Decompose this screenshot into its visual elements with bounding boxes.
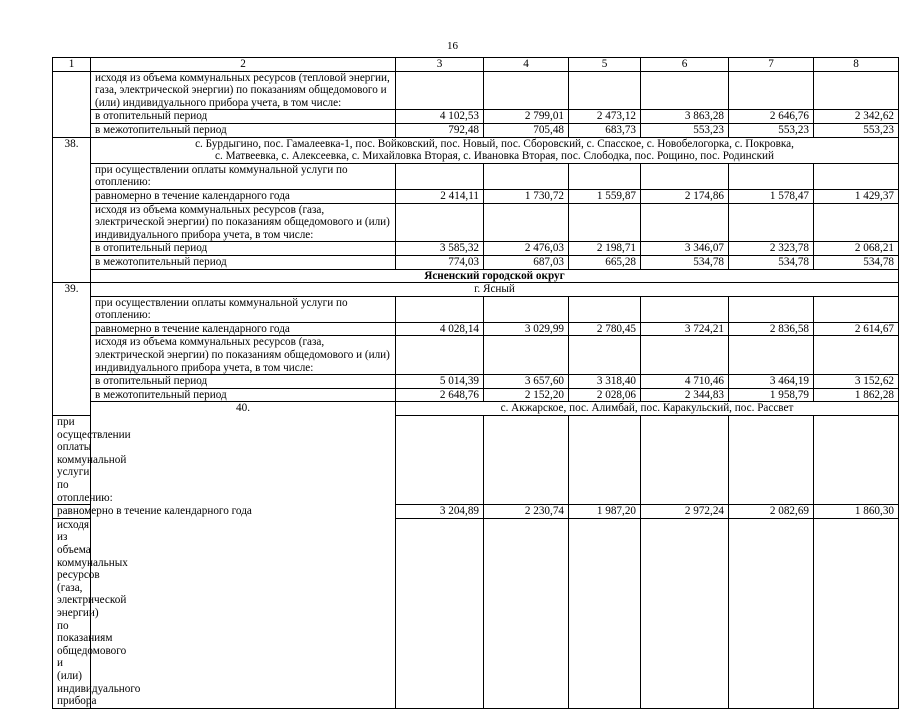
header-cell: 2 <box>91 58 396 72</box>
meter-desc: исходя из объема коммунальных ресурсов (тепловой энергии, газа, электрической энергии) по показаниям общедомового и (или) индивидуального прибора учета, в том числе: <box>91 71 396 110</box>
value-cell: 534,78 <box>729 255 814 269</box>
value-cell: 3 863,28 <box>641 110 729 124</box>
place-names: г. Ясный <box>91 283 899 297</box>
value-cell: 2 082,69 <box>729 505 814 519</box>
value-cell: 1 578,47 <box>729 189 814 203</box>
value-cell: 2 799,01 <box>484 110 569 124</box>
value-cell: 3 029,99 <box>484 322 569 336</box>
section-row <box>53 269 899 283</box>
row-label: равномерно в течение календарного года <box>53 505 91 519</box>
page-number: 16 <box>447 40 458 52</box>
value-cell: 2 028,06 <box>569 388 641 402</box>
value-cell: 2 414,11 <box>396 189 484 203</box>
heating-desc: при осуществлении оплаты коммунальной услуги по отоплению: <box>91 163 396 189</box>
place-row <box>53 283 899 297</box>
row-label: в межотопительный период <box>91 388 396 402</box>
value-cell: 1 958,79 <box>729 388 814 402</box>
entry-number: 40. <box>91 402 396 708</box>
table-row <box>53 242 899 256</box>
table-row <box>53 296 899 322</box>
place-row <box>53 402 899 416</box>
value-cell: 2 780,45 <box>569 322 641 336</box>
header-cell: 1 <box>53 58 91 72</box>
table-row <box>53 505 899 519</box>
value-cell: 1 429,37 <box>814 189 899 203</box>
value-cell: 3 346,07 <box>641 242 729 256</box>
value-cell: 2 230,74 <box>484 505 569 519</box>
value-cell: 2 473,12 <box>569 110 641 124</box>
entry-number: 38. <box>53 137 91 283</box>
value-cell: 687,03 <box>484 255 569 269</box>
meter-desc: исходя из объема коммунальных ресурсов (газа, электрической энергии) по показаниям общедомового и (или) индивидуального прибора учета, в том числе: <box>91 336 396 375</box>
table-row <box>53 388 899 402</box>
value-cell: 5 014,39 <box>396 375 484 389</box>
value-cell: 665,28 <box>569 255 641 269</box>
row-label: в отопительный период <box>91 110 396 124</box>
meter-desc: исходя из объема коммунальных ресурсов (газа, электрической энергии) по показаниям общедомового и (или) индивидуального прибора <box>53 518 91 708</box>
value-cell: 683,73 <box>569 123 641 137</box>
value-cell: 4 710,46 <box>641 375 729 389</box>
table-row <box>53 255 899 269</box>
value-cell: 4 028,14 <box>396 322 484 336</box>
section-title: Ясненский городской округ <box>91 269 899 283</box>
value-cell: 553,23 <box>814 123 899 137</box>
place-line: с. Матвеевка, с. Алексеевка, с. Михайловка Вторая, с. Ивановка Вторая, пос. Слободка, пос. Рощино, пос. Родинский <box>215 150 774 163</box>
row-label: в межотопительный период <box>91 255 396 269</box>
value-cell: 2 068,21 <box>814 242 899 256</box>
table-row <box>53 203 899 242</box>
header-cell: 4 <box>484 58 569 72</box>
value-cell: 792,48 <box>396 123 484 137</box>
value-cell: 2 174,86 <box>641 189 729 203</box>
value-cell: 1 559,87 <box>569 189 641 203</box>
value-cell: 1 730,72 <box>484 189 569 203</box>
value-cell: 2 344,83 <box>641 388 729 402</box>
table-row <box>53 322 899 336</box>
value-cell: 1 862,28 <box>814 388 899 402</box>
value-cell: 1 860,30 <box>814 505 899 519</box>
value-cell: 2 342,62 <box>814 110 899 124</box>
header-cell: 8 <box>814 58 899 72</box>
value-cell: 2 646,76 <box>729 110 814 124</box>
meter-desc: исходя из объема коммунальных ресурсов (газа, электрической энергии) по показаниям общедомового и (или) индивидуального прибора учета, в том числе: <box>91 203 396 242</box>
place-row <box>53 137 899 163</box>
header-cell: 5 <box>569 58 641 72</box>
value-cell: 3 585,32 <box>396 242 484 256</box>
row-label: равномерно в течение календарного года <box>91 322 396 336</box>
value-cell: 2 323,78 <box>729 242 814 256</box>
row-label: равномерно в течение календарного года <box>91 189 396 203</box>
value-cell: 4 102,53 <box>396 110 484 124</box>
heating-desc: при осуществлении оплаты коммунальной услуги по отоплению: <box>53 416 91 505</box>
value-cell: 2 648,76 <box>396 388 484 402</box>
value-cell: 3 657,60 <box>484 375 569 389</box>
header-row <box>53 58 899 72</box>
value-cell: 705,48 <box>484 123 569 137</box>
value-cell: 553,23 <box>641 123 729 137</box>
value-cell: 2 614,67 <box>814 322 899 336</box>
place-names: с. Акжарское, пос. Алимбай, пос. Каракульский, пос. Рассвет <box>396 402 899 416</box>
header-cell: 7 <box>729 58 814 72</box>
header-cell: 3 <box>396 58 484 72</box>
tariff-table <box>52 57 899 709</box>
value-cell: 2 476,03 <box>484 242 569 256</box>
value-cell: 534,78 <box>814 255 899 269</box>
value-cell: 534,78 <box>641 255 729 269</box>
table-row <box>53 123 899 137</box>
value-cell: 1 987,20 <box>569 505 641 519</box>
value-cell: 2 152,20 <box>484 388 569 402</box>
heating-desc: при осуществлении оплаты коммунальной услуги по отоплению: <box>91 296 396 322</box>
table-row <box>53 189 899 203</box>
table-row <box>53 163 899 189</box>
value-cell: 3 318,40 <box>569 375 641 389</box>
row-label: в межотопительный период <box>91 123 396 137</box>
place-names <box>91 137 899 163</box>
row-label: в отопительный период <box>91 242 396 256</box>
row-label: в отопительный период <box>91 375 396 389</box>
num-cell <box>53 71 91 137</box>
value-cell: 3 152,62 <box>814 375 899 389</box>
value-cell: 553,23 <box>729 123 814 137</box>
table-row <box>53 71 899 110</box>
table-row <box>53 375 899 389</box>
value-cell: 2 198,71 <box>569 242 641 256</box>
value-cell: 3 464,19 <box>729 375 814 389</box>
place-line: с. Бурдыгино, пос. Гамалеевка-1, пос. Войковский, пос. Новый, пос. Сборовский, с. Спасское, с. Новобелогорка, с. Покровка, <box>195 137 794 150</box>
table-row <box>53 336 899 375</box>
value-cell: 2 972,24 <box>641 505 729 519</box>
entry-number: 39. <box>53 283 91 416</box>
value-cell: 3 724,21 <box>641 322 729 336</box>
value-cell: 2 836,58 <box>729 322 814 336</box>
table-row <box>53 110 899 124</box>
value-cell: 774,03 <box>396 255 484 269</box>
header-cell: 6 <box>641 58 729 72</box>
value-cell: 3 204,89 <box>396 505 484 519</box>
